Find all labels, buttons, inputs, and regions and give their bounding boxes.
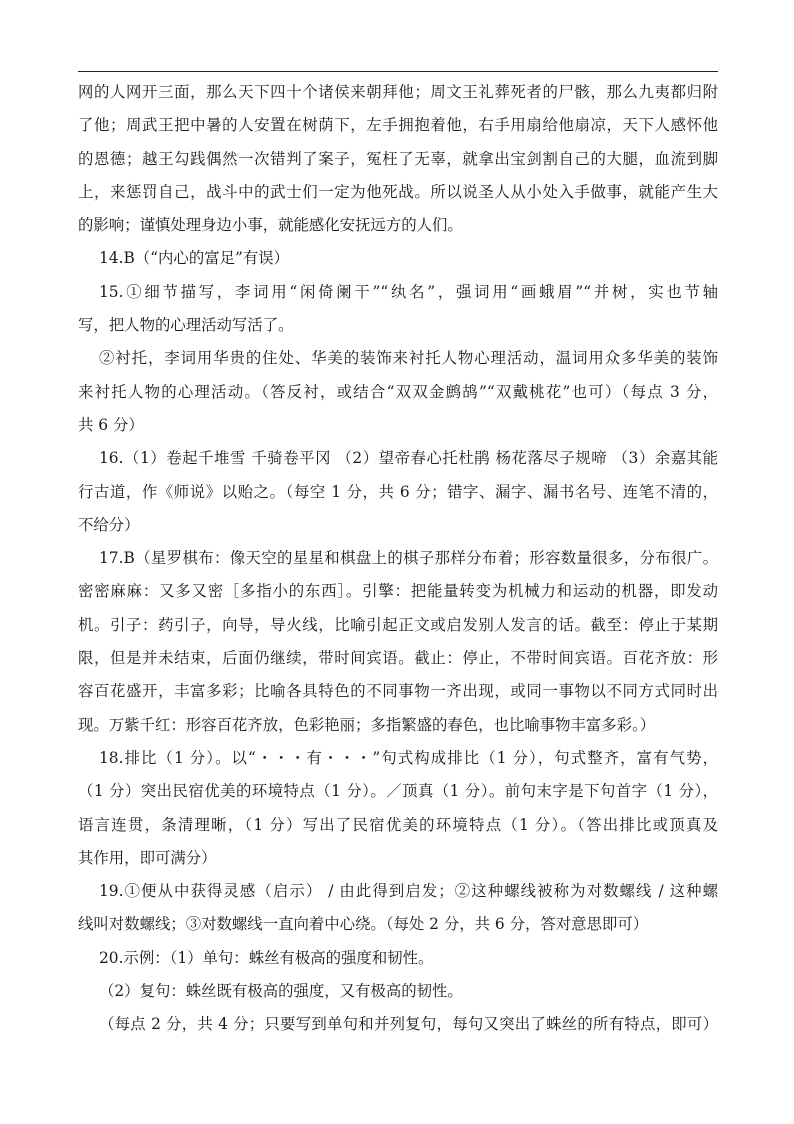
text-line: 网的人网开三面，那么天下四十个诸侯来朝拜他；周文王礼葬死者的尸骸，那么九夷都归附 [78,83,718,101]
text-line: 来衬托人物的心理活动。（答反衬，或结合“双双金鹧鸪”“双戴桃花”也可）（每点 3 分， [78,382,718,401]
text-line: 不给分） [78,515,140,534]
text-line: 密密麻麻：又多又密［多指小的东西］。引擎：把能量转变为机械力和运动的机器，即发动 [78,582,718,601]
text-line: （每点 2 分，共 4 分；只要写到单句和并列复句，每句又突出了蛛丝的所有特点，即可） [99,1015,718,1034]
answer-14: 14.B（“内心的富足”有误） [99,249,290,268]
text-line: 共 6 分） [78,415,144,434]
text-line: 的恩德；越王勾践偶然一次错判了案子，冤枉了无辜，就拿出宝剑割自己的大腿，血流到脚 [78,149,718,168]
text-line: 上，来惩罚自己，战斗中的武士们一定为他死战。所以说圣人从小处入手做事，就能产生大 [78,182,718,201]
text-line: 机。引子：药引子，向导，导火线，比喻引起正文或启发别人发言的话。截至：停止于某期 [78,615,718,634]
text-line: 其作用，即可满分） [78,848,217,867]
text-line: 了他；周武王把中暑的人安置在树荫下，左手拥抱着他，右手用扇给他扇凉，天下人感怀他 [78,116,718,135]
text-line: （2）复句：蛛丝既有极高的强度，又有极高的韧性。 [99,982,463,1001]
answer-text [78,76,718,1042]
text-line: 现。万紫千红：形容百花齐放，色彩艳丽；多指繁盛的春色，也比喻事物丰富多彩。） [78,715,656,734]
text-line: 行古道，作《师说》以贻之。（每空 1 分，共 6 分；错字、漏字、漏书名号、连笔不清的， [78,482,718,501]
text-line: 写，把人物的心理活动写活了。 [78,316,294,335]
answer-18: 18.排比（1 分）。以“・・・有・・・”句式构成排比（1 分），句式整齐，富有气势， [99,748,718,767]
answer-16: 16.（1）卷起千堆雪 千骑卷平冈 （2）望帝春心托杜鹃 杨花落尽子规啼 （3）余嘉其能 [99,449,718,468]
answer-17: 17.B（星罗棋布：像天空的星星和棋盘上的棋子那样分布着；形容数量很多，分布很广。 [99,549,718,568]
text-line: 的影响；谨慎处理身边小事，就能感化安抚远方的人们。 [78,216,463,235]
text-line: 线叫对数螺线；③对数螺线一直向着中心绕。（每处 2 分，共 6 分，答对意思即可） [78,915,649,934]
text-line: 容百花盛开，丰富多彩；比喻各具特色的不同事物一齐出现，或同一事物以不同方式同时出 [78,682,718,701]
top-rule [78,71,718,72]
text-line: （1 分）突出民宿优美的环境特点（1 分）。／顶真（1 分）。前句末字是下句首字（1 分）， [78,782,718,801]
answer-15: 15.①细节描写，李词用“闲倚阑干”“纨名”，强词用“画蛾眉”“并树，实也节轴 [99,282,718,301]
answer-20: 20.示例：（1）单句：蛛丝有极高的强度和韧性。 [99,948,434,967]
answer-19: 19.①便从中获得灵感（启示） / 由此得到启发；②这种螺线被称为对数螺线 / 这种螺 [99,882,718,901]
text-line: 语言连贯，条清理晰，（1 分）写出了民宿优美的环境特点（1 分）。（答出排比或顶真及 [78,815,718,834]
text-line: ②衬托，李词用华贵的住处、华美的装饰来衬托人物心理活动，温词用众多华美的装饰 [99,349,718,368]
text-line: 限，但是并未结束，后面仍继续，带时间宾语。截止：停止，不带时间宾语。百花齐放：形 [78,649,718,668]
